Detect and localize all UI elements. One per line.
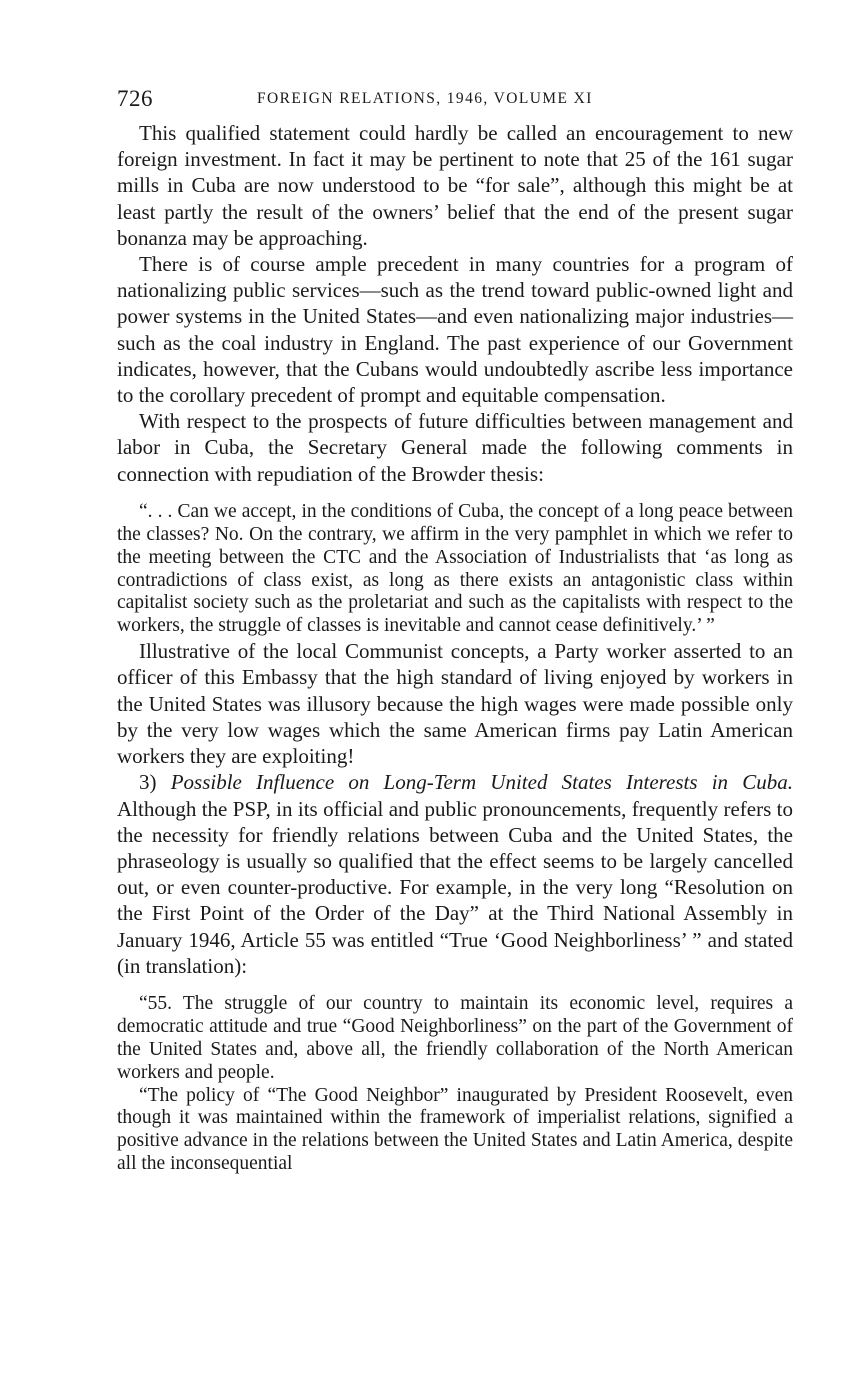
running-title: FOREIGN RELATIONS, 1946, VOLUME XI	[257, 90, 593, 107]
section-text: Although the PSP, in its official and public pronouncements, frequently refers to the necessity for friendly relations between Cuba and the United States, the phraseology is usually so qualified that the effect seems to be largely cancelled out, or even counter-productive. For example, in the very long “Resolution on the First Point of the Order of the Day” at the Third National Assembly in January 1946, Article 55 was entitled “True ‘Good Neighborliness’ ” and stated (in translation):	[117, 796, 793, 978]
quote-good-neighbor-policy: “The policy of “The Good Neighbor” inaugurated by President Roosevelt, even though it was maintained within the framework of imperialist relations, signified a positive advance in the relations between the United States and Latin America, despite all the inconsequential	[117, 1084, 793, 1175]
section-number: 3)	[139, 770, 157, 795]
running-header	[117, 80, 793, 120]
paragraph-communist-concepts: Illustrative of the local Communist concepts, a Party worker asserted to an officer of this Embassy that the high standard of living enjoyed by workers in the United States was illusory because the high wages were made possible only by the very low wages which the same American firms pay Latin American workers they are exploiting!	[117, 639, 793, 769]
quote-class-struggle: “. . . Can we accept, in the conditions of Cuba, the concept of a long peace between the classes? No. On the contrary, we affirm in the very pamphlet in which we refer to the meeting between the CTC and the Association of Industrialists that ‘as long as contradictions of class exist, as long as there exists an antagonistic class within capitalist society such as the proletariat and such as the capitalists with respect to the workers, the struggle of classes is inevitable and cannot cease definitively.’ ”	[117, 500, 793, 637]
quote-article-55: “55. The struggle of our country to maintain its economic level, requires a democratic attitude and true “Good Neighborliness” on the part of the Government of the United States and, above all, the friendly collaboration of the North American workers and people.	[117, 992, 793, 1083]
document-page	[117, 80, 793, 1176]
section-heading: Possible Influence on Long-Term United States Interests in Cuba.	[170, 770, 793, 795]
page-number: 726	[117, 86, 153, 111]
paragraph-investment: This qualified statement could hardly be called an encouragement to new foreign investment. In fact it may be pertinent to note that 25 of the 161 sugar mills in Cuba are now understood to be “for sale”, although this might be at least partly the result of the owners’ belief that the end of the present sugar bonanza may be approaching.	[117, 121, 793, 250]
paragraph-nationalization: There is of course ample precedent in many countries for a program of nationalizing public services—such as the trend toward public-owned light and power systems in the United States—and even nationalizing major industries—such as the coal industry in England. The past experience of our Government indicates, however, that the Cubans would undoubtedly ascribe less importance to the corollary precedent of prompt and equitable compensation.	[117, 252, 793, 408]
paragraph-long-term-interests	[117, 769, 793, 979]
paragraph-labor-prospects: With respect to the prospects of future difficulties between management and labor in Cuba, the Secretary General made the following comments in connection with repudiation of the Browder thesis:	[117, 409, 793, 486]
